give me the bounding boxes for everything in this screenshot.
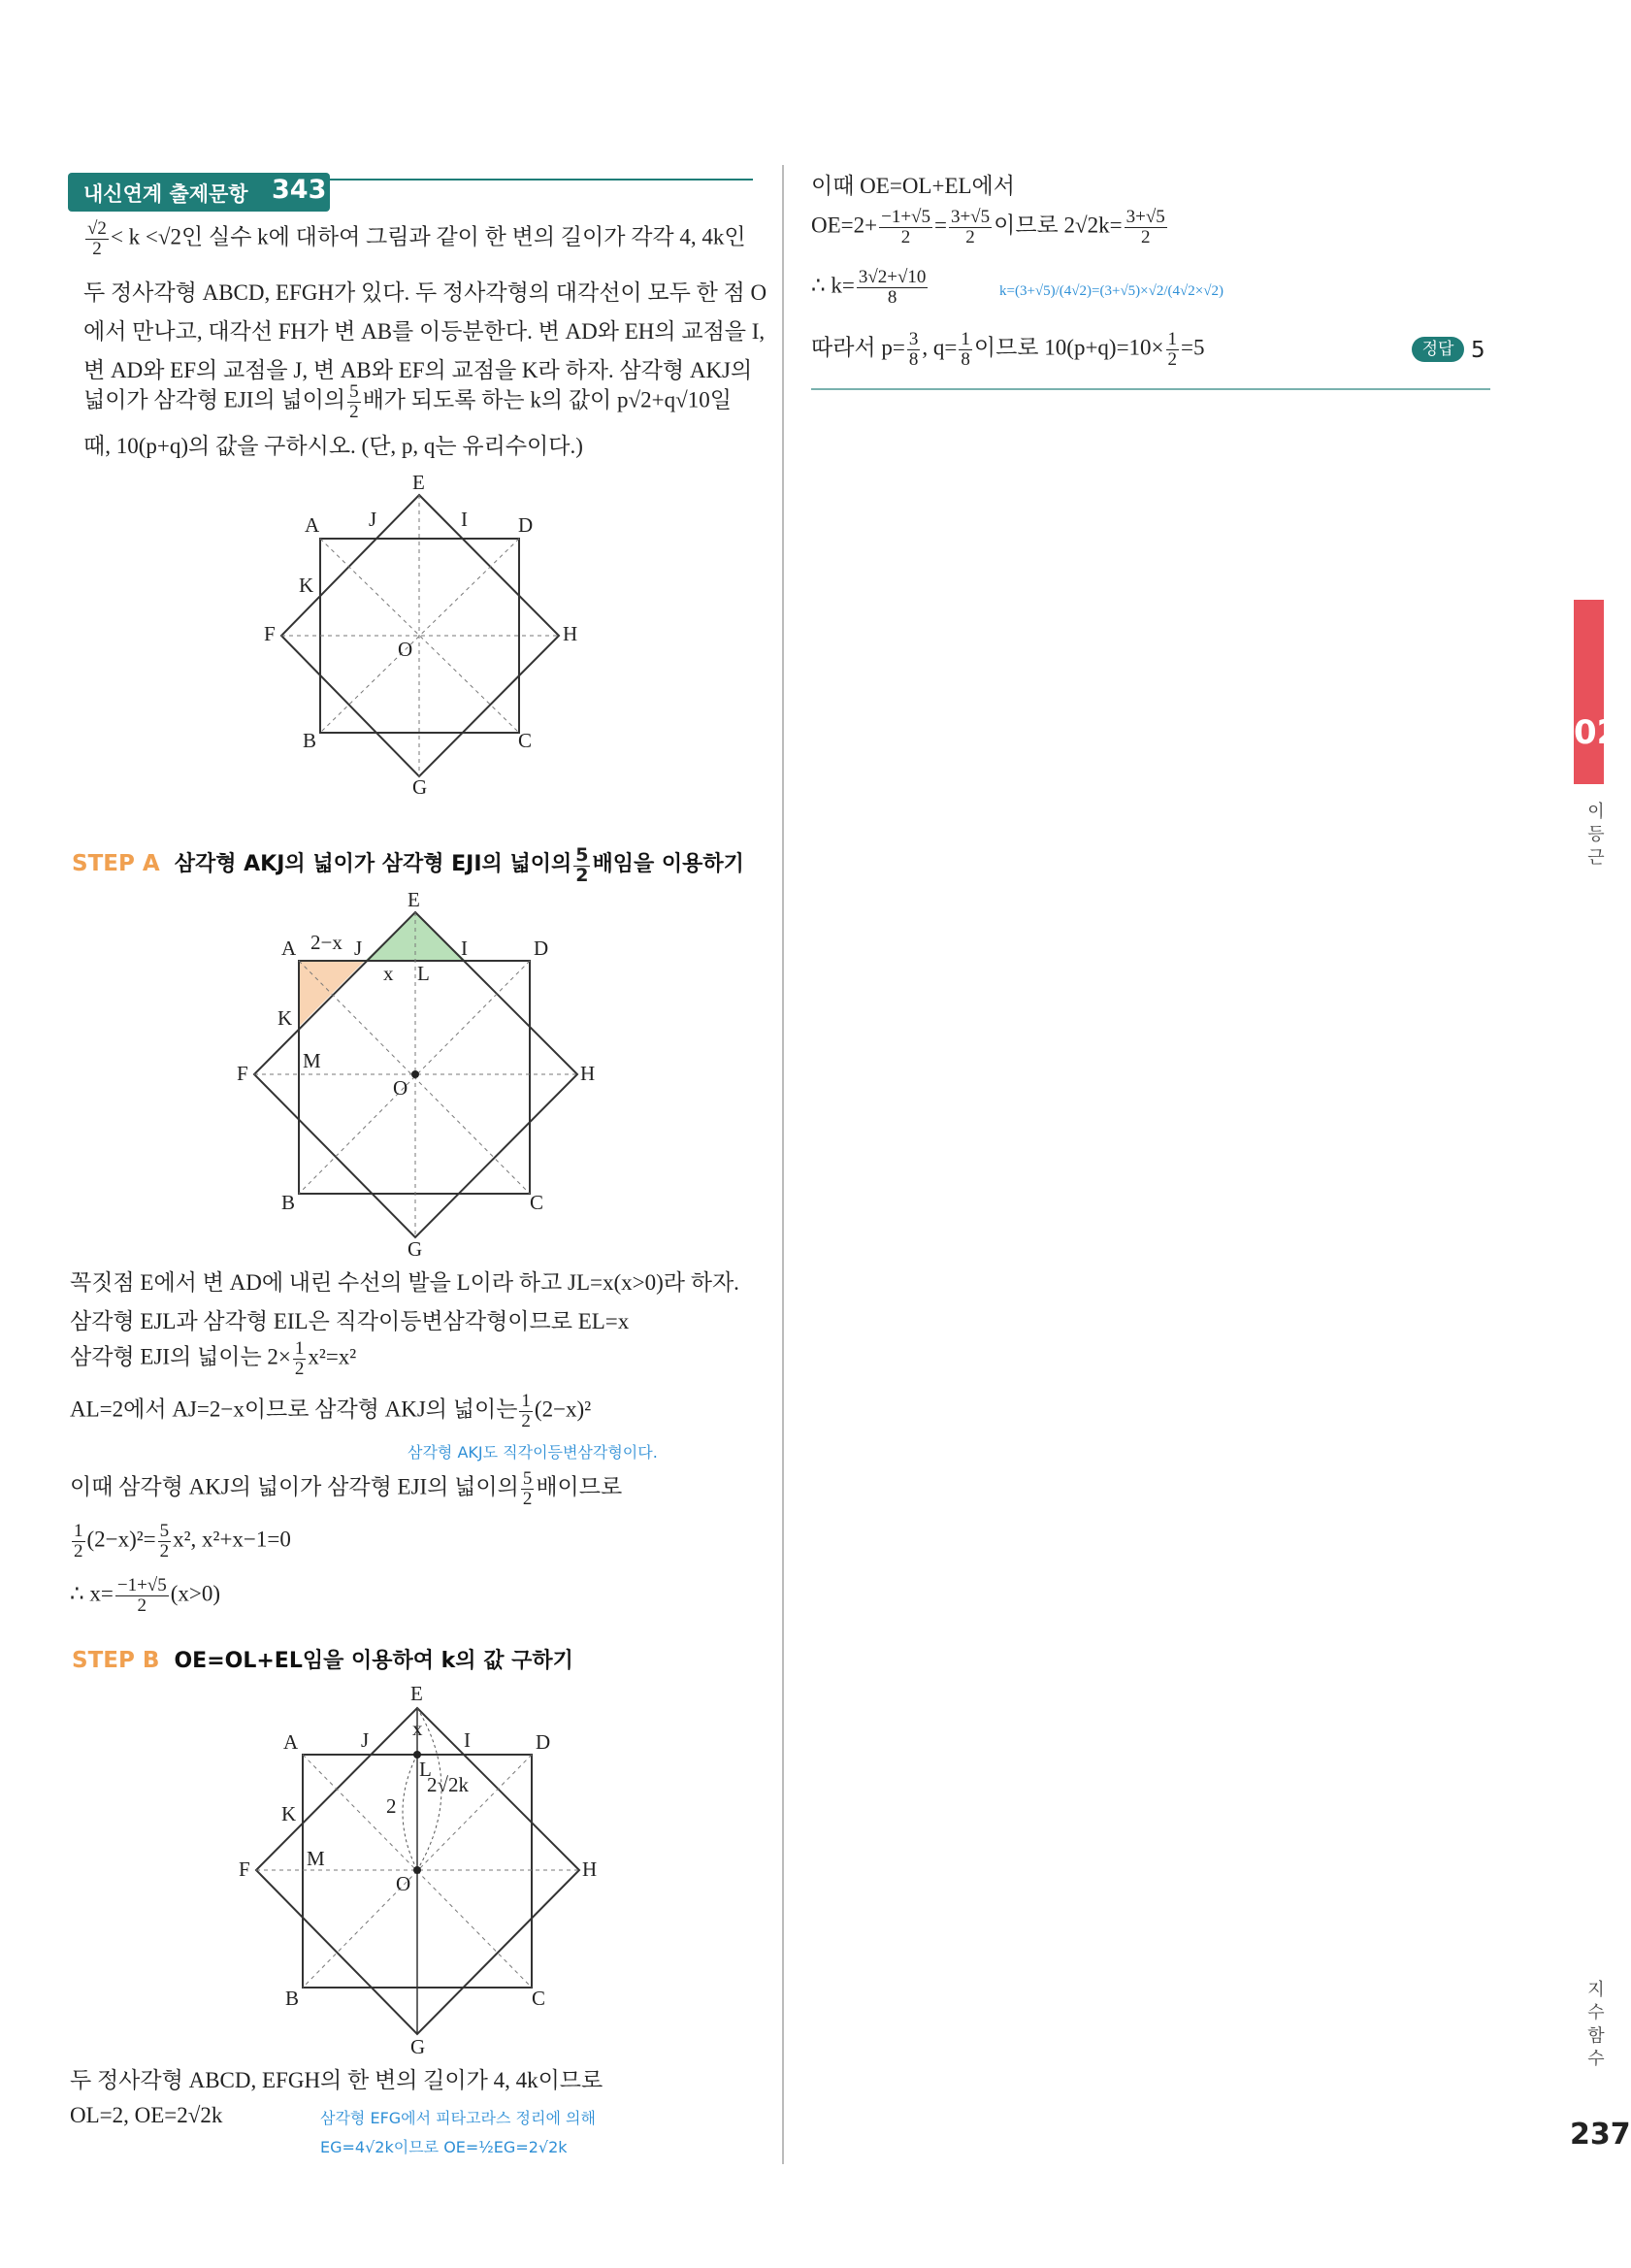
svg-text:L: L: [419, 1758, 432, 1781]
label-F: F: [264, 622, 276, 645]
svg-text:C: C: [530, 1191, 544, 1214]
svg-text:E: E: [410, 1682, 423, 1705]
svg-text:I: I: [461, 937, 468, 960]
svg-text:I: I: [464, 1728, 471, 1752]
label-J: J: [369, 508, 377, 531]
svg-text:K: K: [281, 1802, 297, 1825]
column-divider: [782, 165, 784, 2164]
answer-badge: 정답: [1412, 337, 1464, 362]
right-line-2: OE=2+ $\frac{-1+√5}{2}$ = $\frac{3+√5}{2}$ 이므로 2√2k= $\frac{3+√5}{2}$: [811, 207, 1165, 247]
svg-text:L: L: [417, 962, 430, 985]
answer-rule: [811, 388, 1490, 390]
step-a-line-5: 이때 삼각형 AKJ의 넓이가 삼각형 EJI의 넓이의 $\frac{5}{2}$ 배이므로: [70, 1468, 623, 1509]
problem-line-3: 에서 만나고, 대각선 FH가 변 AB를 이등분한다. 변 AD와 EH의 교점을 I,: [83, 319, 766, 344]
step-a-line-4: AL=2에서 AJ=2−x이므로 삼각형 AKJ의 넓이는 $\frac{1}{2}$ (2−x)²: [70, 1391, 592, 1431]
step-b-note-b: EG=4√2k이므로 OE=½EG=2√2k: [320, 2138, 568, 2156]
page-number: 237: [1570, 2118, 1631, 2152]
right-line-3: ∴ k= $\frac{3√2+√10}{8}$: [811, 267, 927, 308]
problem-line-2: 두 정사각형 ABCD, EFGH가 있다. 두 정사각형의 대각선이 모두 한 점 O: [83, 280, 767, 305]
svg-text:G: G: [410, 2035, 426, 2058]
svg-text:A: A: [281, 937, 297, 960]
chapter-side-title: 이 등 근: [1584, 802, 1605, 866]
problem-line-1: $\frac{√2}{2}$ < k <√2인 실수 k에 대하여 그림과 같이 한 변의 길이가 각각 4, 4k인: [87, 218, 746, 259]
label-O: O: [398, 638, 413, 661]
right-line-4: 따라서 p= $\frac{3}{8}$ , q= $\frac{1}{8}$ 이므로 10(p+q)=10× $\frac{1}{2}$ =5: [811, 329, 1205, 370]
step-a-note: 삼각형 AKJ도 직각이등변삼각형이다.: [408, 1443, 658, 1462]
problem-header-label: 내신연계 출제문항: [83, 182, 248, 206]
label-E: E: [412, 471, 425, 494]
figure-squares-2: [233, 883, 611, 1262]
figure-squares-1: [252, 466, 602, 799]
chapter-number: 02: [1574, 713, 1620, 752]
step-b-line-1: 두 정사각형 ABCD, EFGH의 한 변의 길이가 4, 4k이므로: [70, 2068, 603, 2092]
label-B: B: [303, 729, 317, 752]
svg-text:O: O: [393, 1076, 408, 1100]
step-a-line-6: $\frac{1}{2}$ (2−x)²= $\frac{5}{2}$ x², x²+x−1=0: [74, 1521, 291, 1561]
label-I: I: [461, 508, 468, 531]
svg-text:M: M: [307, 1847, 325, 1870]
svg-text:E: E: [408, 888, 420, 911]
svg-text:H: H: [582, 1857, 598, 1881]
step-b-tag: STEP B: [72, 1648, 160, 1673]
chapter-side-subtitle: 지 수 함 수: [1584, 1980, 1605, 2067]
label-K: K: [299, 574, 314, 597]
label-A: A: [305, 513, 320, 537]
svg-text:D: D: [536, 1730, 551, 1754]
step-a-line-3: 삼각형 EJI의 넓이는 2× $\frac{1}{2}$ x²=x²: [70, 1338, 357, 1379]
chapter-side-tab: [1574, 600, 1620, 784]
label-G: G: [412, 775, 428, 799]
svg-text:C: C: [532, 1987, 546, 2010]
svg-text:M: M: [303, 1049, 321, 1072]
svg-text:B: B: [281, 1191, 296, 1214]
label-H: H: [563, 622, 578, 645]
svg-text:x: x: [412, 1717, 423, 1740]
svg-text:2: 2: [386, 1794, 397, 1818]
svg-text:D: D: [534, 937, 549, 960]
svg-text:K: K: [277, 1006, 293, 1030]
label-C: C: [518, 729, 533, 752]
problem-line-6: 때, 10(p+q)의 값을 구하시오. (단, p, q는 유리수이다.): [83, 434, 583, 458]
svg-text:x: x: [383, 962, 394, 985]
svg-text:H: H: [580, 1062, 596, 1085]
figure-squares-3: [233, 1679, 611, 2067]
step-a-line-7: ∴ x= $\frac{-1+√5}{2}$ (x>0): [70, 1575, 221, 1616]
step-b-heading: STEP B OE=OL+EL임을 이용하여 k의 값 구하기: [72, 1648, 573, 1673]
step-a-line-2: 삼각형 EJL과 삼각형 EIL은 직각이등변삼각형이므로 EL=x: [70, 1309, 630, 1333]
right-line-1: 이때 OE=OL+EL에서: [811, 174, 1015, 198]
svg-text:F: F: [237, 1062, 248, 1085]
svg-text:A: A: [283, 1730, 299, 1754]
step-a-heading: STEP A 삼각형 AKJ의 넓이가 삼각형 EJI의 넓이의 $\frac{5}{2}$ 배임을 이용하기: [72, 844, 744, 886]
step-a-line-1: 꼭짓점 E에서 변 AD에 내린 수선의 발을 L이라 하고 JL=x(x>0)라 하자.: [70, 1270, 739, 1295]
svg-text:J: J: [354, 937, 363, 960]
label-D: D: [518, 513, 534, 537]
right-note: k=(3+√5)/(4√2)=(3+√5)×√2/(4√2×√2): [999, 283, 1223, 299]
svg-text:B: B: [285, 1987, 300, 2010]
step-b-note-a: 삼각형 EFG에서 피타고라스 정리에 의해: [320, 2109, 596, 2127]
problem-line-5: 넓이가 삼각형 EJI의 넓이의 $\frac{5}{2}$ 배가 되도록 하는 k의 값이 p√2+q√10일: [83, 381, 732, 422]
svg-text:O: O: [396, 1872, 411, 1895]
problem-line-4: 변 AD와 EF의 교점을 J, 변 AB와 EF의 교점을 K라 하자. 삼각형 AKJ의: [83, 358, 753, 382]
answer-value: 5: [1471, 338, 1485, 363]
svg-text:J: J: [361, 1728, 370, 1752]
svg-text:G: G: [408, 1237, 423, 1261]
svg-text:2−x: 2−x: [310, 931, 343, 954]
step-b-line-2: OL=2, OE=2√2k: [70, 2103, 223, 2127]
svg-text:F: F: [239, 1857, 250, 1881]
svg-text:2√2k: 2√2k: [427, 1773, 470, 1796]
problem-header-number: 343: [272, 175, 327, 205]
step-a-tag: STEP A: [72, 850, 160, 876]
